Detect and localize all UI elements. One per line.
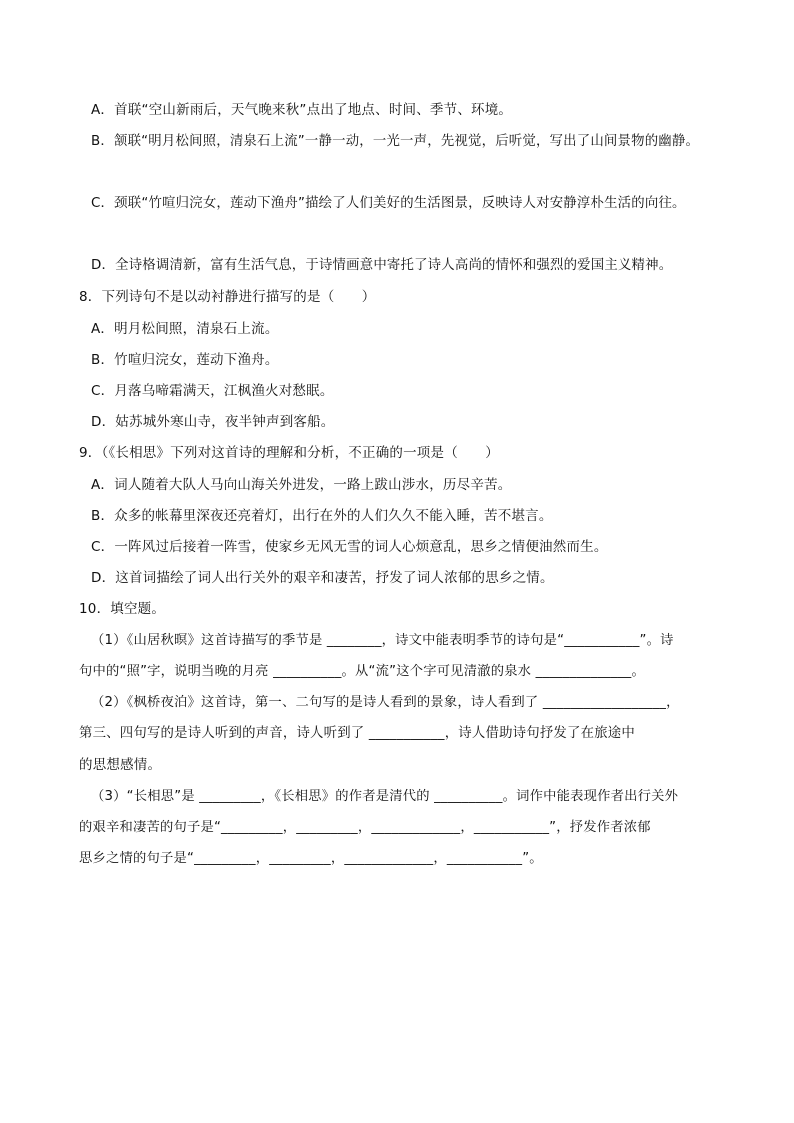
q8-option-d: D．姑苏城外寒山寺，夜半钟声到客船。 xyxy=(91,414,335,430)
q9-option-c: C．一阵风过后接着一阵雪，使家乡无风无雪的词人心烦意乱，思乡之情便油然而生。 xyxy=(91,539,608,555)
q10-fill-line: 句中的“照”字，说明当晚的月亮 __________。从“流”这个字可见清澈的泉水 ______________。 xyxy=(79,664,645,679)
q9-option-b: B．众多的帐幕里深夜还亮着灯，出行在外的人们久久不能入睡，苦不堪言。 xyxy=(91,508,553,524)
q10-fill-line: （3）“长相思”是 _________，《长相思》的作者是清代的 __________。词作中能表现作者出行关外 xyxy=(91,789,679,804)
q7-option-a: A．首联“空山新雨后，天气晚来秋”点出了地点、时间、季节、环境。 xyxy=(91,102,513,118)
q10-fill-line: 第三、四句写的是诗人听到的声音，诗人听到了 ___________，诗人借助诗句抒发了在旅途中 xyxy=(79,726,635,741)
q8-option-b: B．竹喧归浣女，莲动下渔舟。 xyxy=(91,352,279,368)
q8-option-c: C．月落乌啼霜满天，江枫渔火对愁眠。 xyxy=(91,383,334,399)
q7-option-b: B．颔联“明月松间照，清泉石上流”一静一动，一光一声，先视觉，后听觉，写出了山间景物的幽静。 xyxy=(91,134,700,149)
q9-stem: 9．（《长相思》下列对这首诗的理解和分析，不正确的一项是（ ） xyxy=(79,445,499,461)
q10-fill-line: 的思想感情。 xyxy=(79,757,162,773)
q10-fill-line: 的艰辛和凄苦的句子是“_________，_________，_____________，___________”，抒发作者浓郁 xyxy=(79,820,651,835)
q10-stem: 10．填空题。 xyxy=(79,601,166,617)
q7-option-c: C．颈联“竹喧归浣女，莲动下渔舟”描绘了人们美好的生活图景，反映诗人对安静淳朴生活的向往。 xyxy=(91,196,686,211)
q10-fill-line: （1）《山居秋暝》这首诗描写的季节是 ________，诗文中能表明季节的诗句是“___________”。诗 xyxy=(91,633,674,648)
q8-option-a: A．明月松间照，清泉石上流。 xyxy=(91,321,279,337)
q10-fill-line: 思乡之情的句子是“_________，_________，_____________，___________”。 xyxy=(79,851,543,866)
q9-option-d: D．这首词描绘了词人出行关外的艰辛和凄苦，抒发了词人浓郁的思乡之情。 xyxy=(91,570,554,586)
q9-option-a: A．词人随着大队人马向山海关外进发，一路上跋山涉水，历尽辛苦。 xyxy=(91,477,512,493)
q7-option-d: D．全诗格调清新，富有生活气息，于诗情画意中寄托了诗人高尚的情怀和强烈的爱国主义精神。 xyxy=(91,258,673,273)
q10-fill-line: （2）《枫桥夜泊》这首诗，第一、二句写的是诗人看到的景象，诗人看到了 __________________， xyxy=(91,695,680,710)
q8-stem: 8．下列诗句不是以动衬静进行描写的是（ ） xyxy=(79,289,376,305)
